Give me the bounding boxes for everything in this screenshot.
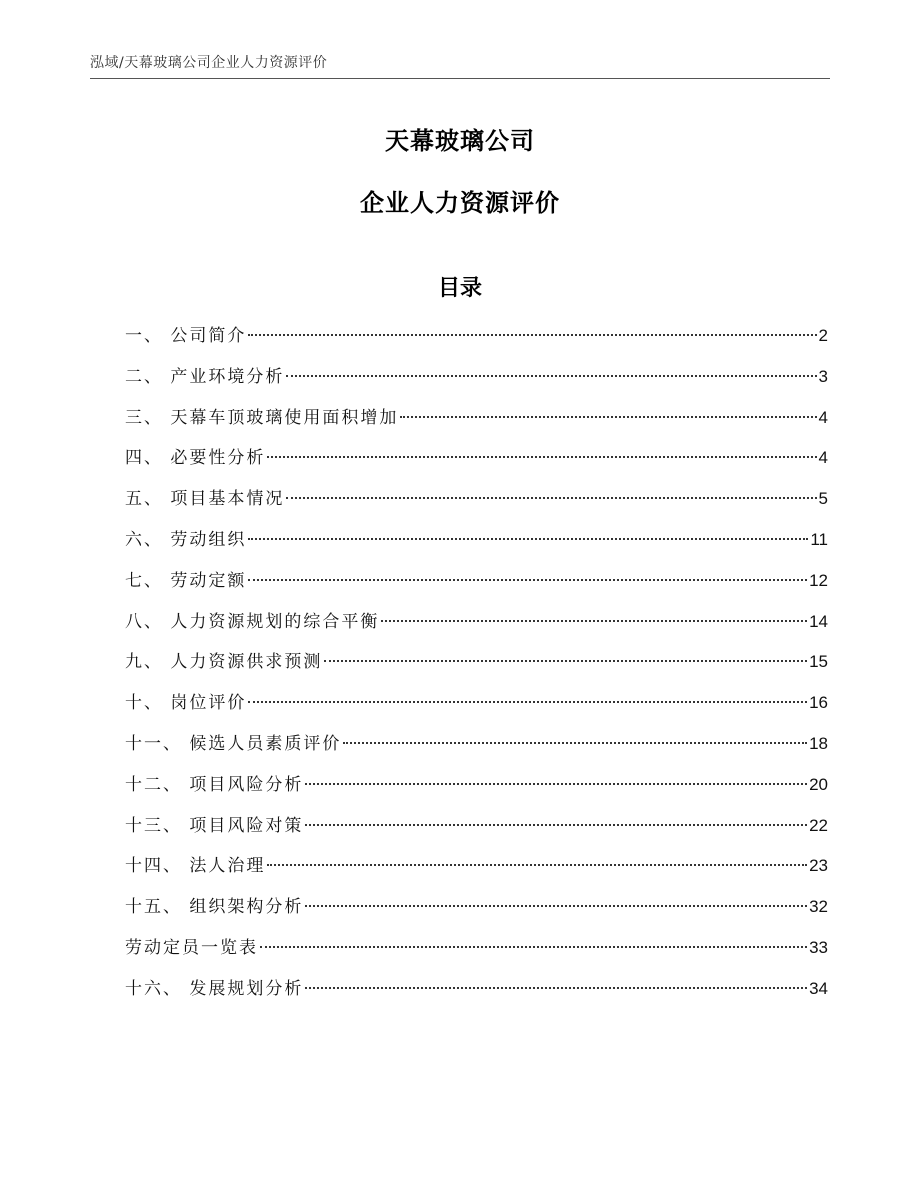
document-title: 天幕玻璃公司 [385,127,535,155]
toc-entry[interactable] [125,320,828,361]
toc-entry[interactable] [125,361,828,402]
toc-entry-page: 23 [809,856,828,876]
header-divider [90,78,830,79]
toc-entry-page: 16 [809,693,828,713]
toc-entry-label: 十三、 项目风险对策 [125,815,304,836]
toc-entry-label: 十、 岗位评价 [125,693,247,714]
toc-entry-label: 九、 人力资源供求预测 [125,652,323,673]
toc-dot-leader [305,783,807,785]
toc-dot-leader [267,864,807,866]
toc-entry-page: 33 [809,937,828,957]
toc-entry-label: 十一、 候选人员素质评价 [125,733,342,754]
toc-entry[interactable] [125,932,828,973]
toc-dot-leader [286,375,816,377]
toc-entry[interactable] [125,402,828,443]
toc-entry-label: 十二、 项目风险分析 [125,774,304,795]
toc-entry[interactable] [125,524,828,565]
toc-dot-leader [324,660,807,662]
toc-entry[interactable] [125,810,828,851]
toc-entry[interactable] [125,565,828,606]
toc-entry-label: 八、 人力资源规划的综合平衡 [125,611,380,632]
running-header: 泓域/天幕玻璃公司企业人力资源评价 [90,55,328,71]
toc-entry-label: 劳动定员一览表 [125,937,258,958]
toc-entry[interactable] [125,646,828,687]
toc-entry-label: 一、 公司简介 [125,326,247,346]
toc-entry-label: 十六、 发展规划分析 [125,978,304,999]
toc-dot-leader [286,497,816,499]
toc-dot-leader [260,946,807,948]
toc-entry-label: 三、 天幕车顶玻璃使用面积增加 [125,407,399,428]
toc-entry-page: 2 [818,326,828,345]
document-subtitle: 企业人力资源评价 [360,189,560,217]
toc-entry-page: 4 [818,448,828,468]
toc-entry-page: 22 [809,815,828,835]
toc-entry-page: 34 [809,978,828,998]
toc-dot-leader [400,416,816,418]
toc-entry-page: 11 [810,529,828,549]
toc-dot-leader [305,987,807,989]
toc-entry[interactable] [125,973,828,1014]
toc-entry-page: 12 [809,570,828,590]
toc-entry-page: 3 [818,366,828,386]
toc-entry-label: 四、 必要性分析 [125,448,266,469]
toc-entry-page: 20 [809,774,828,794]
toc-heading: 目录 [437,276,482,301]
toc-entry-label: 二、 产业环境分析 [125,366,285,387]
toc-entry[interactable] [125,850,828,891]
toc-entry[interactable] [125,483,828,524]
toc-entry-page: 15 [809,652,828,672]
toc-dot-leader [248,334,816,336]
toc-entry-label: 六、 劳动组织 [125,529,247,550]
toc-dot-leader [381,620,807,622]
toc-dot-leader [305,905,807,907]
toc-entry[interactable] [125,891,828,932]
toc-entry-page: 18 [809,733,828,753]
toc-entry-label: 五、 项目基本情况 [125,489,285,510]
toc-entry-label: 十四、 法人治理 [125,856,266,877]
toc-dot-leader [267,456,816,458]
toc-dot-leader [248,579,807,581]
toc-entry-label: 十五、 组织架构分析 [125,897,304,918]
toc-entry[interactable] [125,606,828,647]
toc-dot-leader [248,538,808,540]
toc-entry[interactable] [125,442,828,483]
toc-entry[interactable] [125,728,828,769]
toc-entry-page: 32 [809,897,828,917]
toc-entry[interactable] [125,769,828,810]
toc-entry-page: 5 [818,489,828,509]
toc-dot-leader [343,742,807,744]
toc-entry-page: 4 [818,407,828,427]
table-of-contents [125,320,828,1014]
toc-dot-leader [248,701,807,703]
toc-entry[interactable] [125,687,828,728]
toc-entry-page: 14 [809,611,828,631]
toc-entry-label: 七、 劳动定额 [125,570,247,591]
toc-dot-leader [305,824,807,826]
